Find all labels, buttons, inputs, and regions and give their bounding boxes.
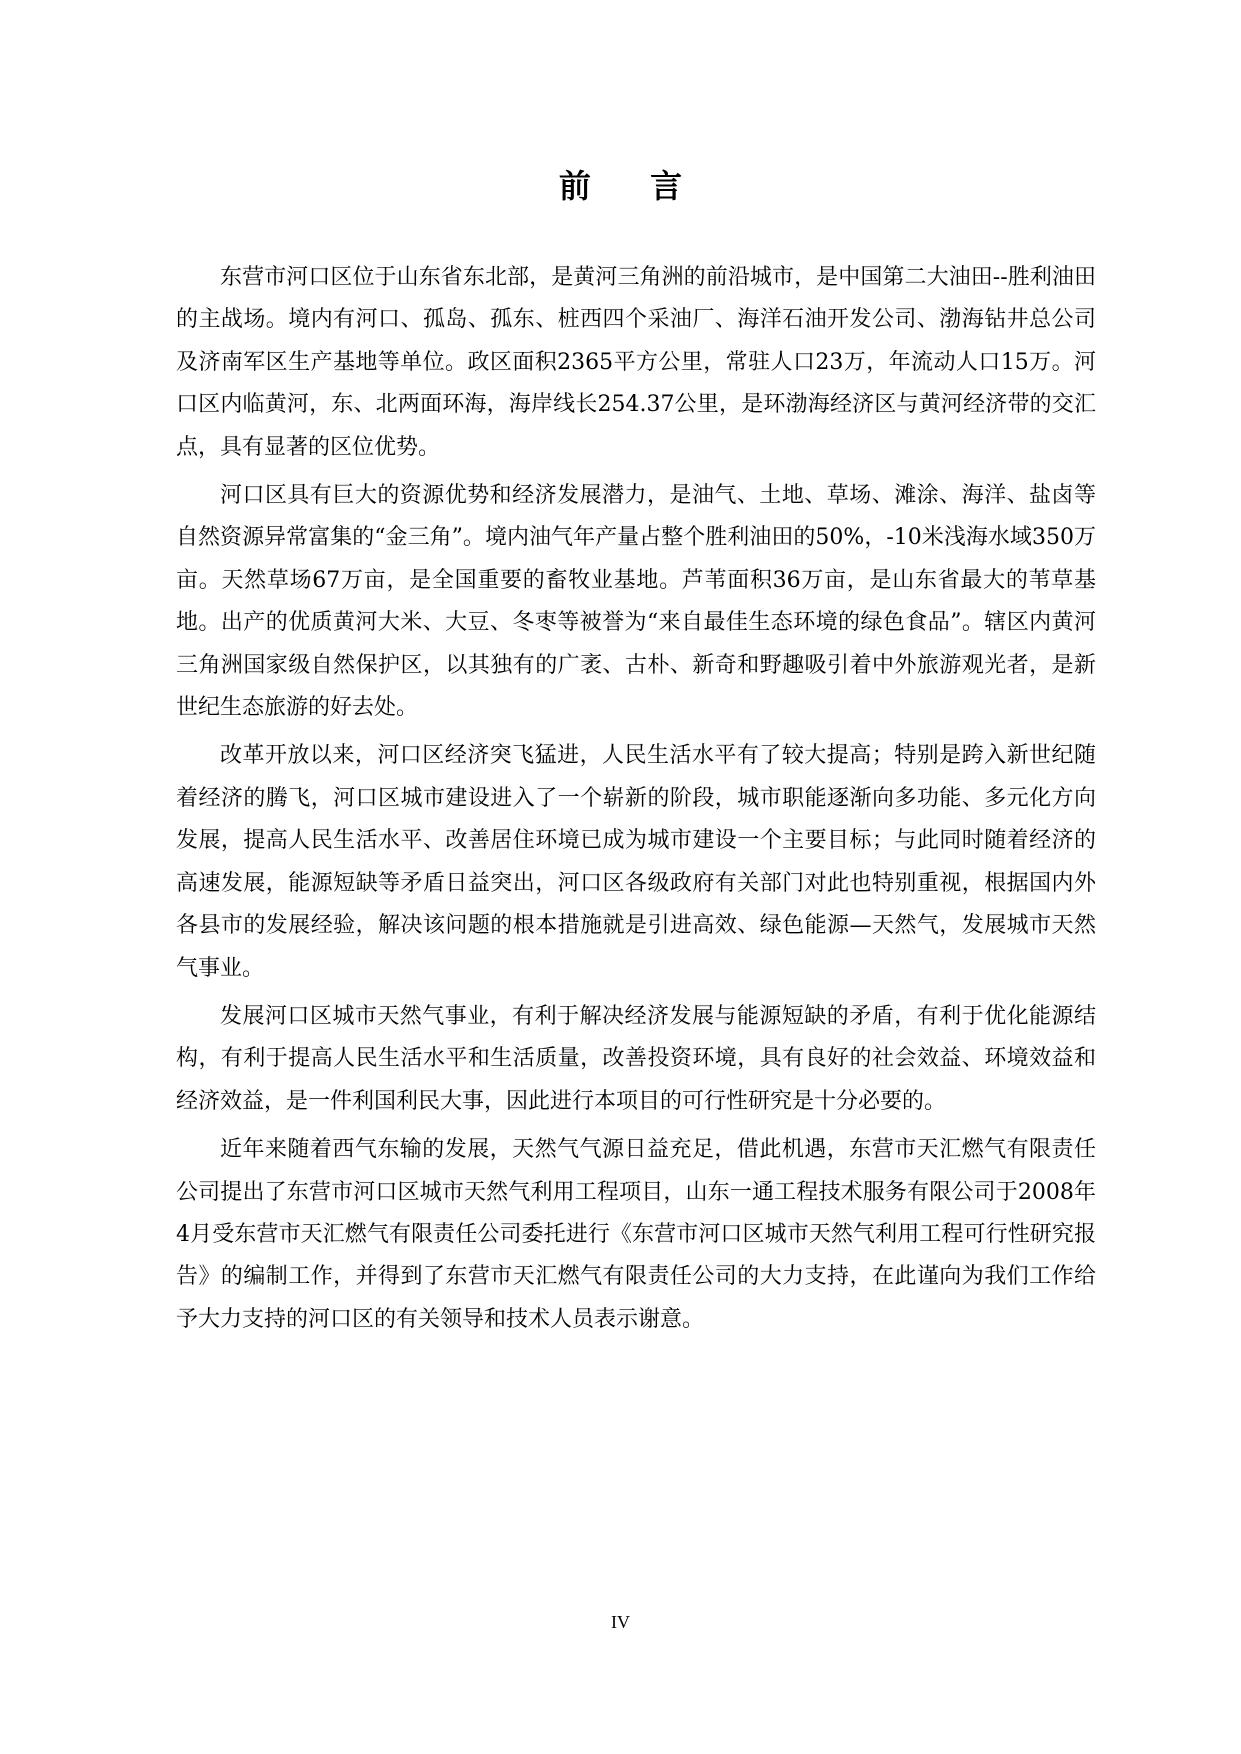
- paragraph-4: 发展河口区城市天然气事业，有利于解决经济发展与能源短缺的矛盾，有利于优化能源结构，有利于提高人民生活水平和生活质量，改善投资环境，具有良好的社会效益、环境效益和经济效益，是一件利国利民大事，因此进行本项目的可行性研究是十分必要的。: [176, 1003, 1096, 1114]
- document-body: [176, 257, 1096, 1347]
- paragraph-3: 改革开放以来，河口区经济突飞猛进，人民生活水平有了较大提高；特别是跨入新世纪随着经济的腾飞，河口区城市建设进入了一个崭新的阶段，城市职能逐渐向多功能、多元化方向发展，提高人民生活水平、改善居住环境已成为城市建设一个主要目标；与此同时随着经济的高速发展，能源短缺等矛盾日益突出，河口区各级政府有关部门对此也特别重视，根据国内外各县市的发展经验，解决该问题的根本措施就是引进高效、绿色能源—天然气，发展城市天然气事业。: [176, 743, 1096, 981]
- page-number: IV: [611, 1612, 630, 1632]
- paragraph-1: 东营市河口区位于山东省东北部，是黄河三角洲的前沿城市，是中国第二大油田--胜利油田的主战场。境内有河口、孤岛、孤东、桩西四个采油厂、海洋石油开发公司、渤海钻井总公司及济南军区生产基地等单位。政区面积2365平方公里，常驻人口23万，年流动人口15万。河口区内临黄河，东、北两面环海，海岸线长254.37公里，是环渤海经济区与黄河经济带的交汇点，具有显著的区位优势。: [176, 265, 1096, 460]
- paragraph-5: 近年来随着西气东输的发展，天然气气源日益充足，借此机遇，东营市天汇燃气有限责任公司提出了东营市河口区城市天然气利用工程项目，山东一通工程技术服务有限公司于2008年4月受东营市天汇燃气有限责任公司委托进行《东营市河口区城市天然气利用工程可行性研究报告》的编制工作，并得到了东营市天汇燃气有限责任公司的大力支持，在此谨向为我们工作给予大力支持的河口区的有关领导和技术人员表示谢意。: [176, 1137, 1096, 1332]
- paragraph-2: 河口区具有巨大的资源优势和经济发展潜力，是油气、土地、草场、滩涂、海洋、盐卤等自然资源异常富集的“金三角”。境内油气年产量占整个胜利油田的50%，-10米浅海水域350万亩。天然草场67万亩，是全国重要的畜牧业基地。芦苇面积36万亩，是山东省最大的苇草基地。出产的优质黄河大米、大豆、冬枣等被誉为“来自最佳生态环境的绿色食品”。辖区内黄河三角洲国家级自然保护区，以其独有的广袤、古朴、新奇和野趣吸引着中外旅游观光者，是新世纪生态旅游的好去处。: [176, 483, 1096, 721]
- page-title: 前 言: [558, 167, 707, 205]
